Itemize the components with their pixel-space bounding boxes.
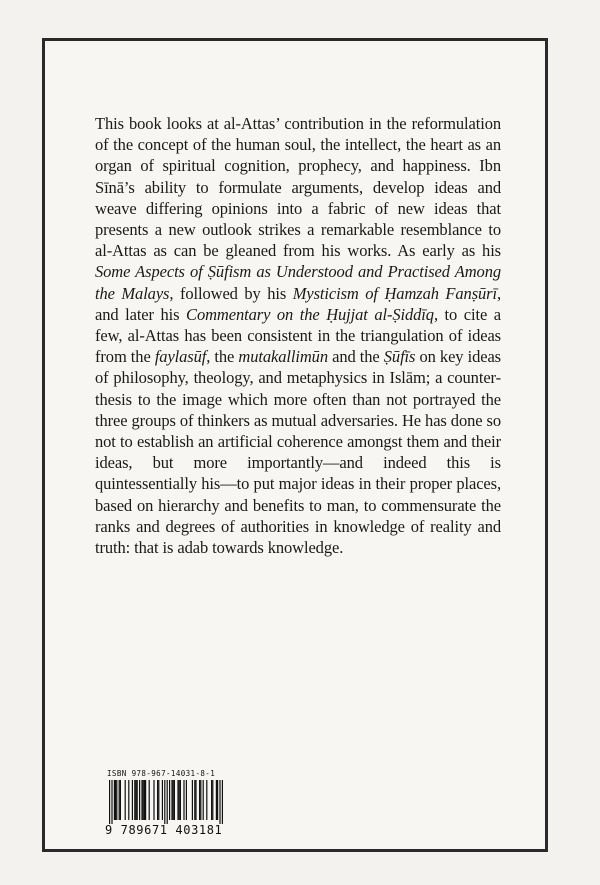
book-title-mysticism: Mysticism of Ḥamzah Fanṣūrī <box>292 283 497 303</box>
barcode-bar <box>115 780 116 820</box>
barcode-bar <box>162 780 163 820</box>
barcode-bar <box>199 780 200 820</box>
barcode-bar <box>194 780 195 820</box>
barcode-bar <box>219 780 220 824</box>
barcode-bar <box>143 780 144 820</box>
blurb-text: , and later his <box>95 283 502 324</box>
barcode-bar <box>192 780 193 820</box>
barcode-bar <box>164 780 165 824</box>
blurb-text: , followed by his <box>169 283 293 303</box>
back-cover-blurb <box>95 113 501 558</box>
barcode-bar <box>137 780 138 820</box>
barcode-bar <box>125 780 126 820</box>
barcode-bar <box>153 780 154 820</box>
book-title-some-aspects: Some Aspects of Ṣūfism as Understood and Practised Among the Malays <box>95 262 501 303</box>
barcode-bar <box>128 780 129 820</box>
isbn-barcode <box>105 769 233 837</box>
barcode-bar <box>180 780 181 820</box>
barcode-bar <box>212 780 213 820</box>
isbn-label: ISBN 978-967-14031-8-1 <box>107 769 216 778</box>
blurb-text: This book looks at al-Attas’ contribution in the reformulation of the concept of the human soul, the intellect, the heart as an organ of spiritual cognition, prophecy, and happiness. Ibn Sīnā’s ability to formulate arguments, develop ideas and weave differing opinions into a fabric of new ideas that presents a new outlook strikes a remarkable resemblance to al-Attas as can be gleaned from his works. As early as his <box>95 114 501 261</box>
barcode-bar <box>177 780 178 820</box>
book-title-commentary: Commentary on the Ḥujjat al-Ṣiddīq <box>186 304 434 324</box>
barcode-bar <box>200 780 201 820</box>
barcode-bar <box>203 780 204 820</box>
term-sufis: Ṣūfīs <box>383 347 416 367</box>
barcode-bar <box>173 780 174 820</box>
barcode-bar <box>157 780 158 820</box>
term-faylasuf: faylasūf <box>154 347 207 367</box>
blurb-text: , to cite a few, al-Attas has been consistent in the triangulation of ideas from the <box>95 304 501 367</box>
barcode-bar <box>111 780 112 824</box>
barcode-bar <box>179 780 180 820</box>
barcode-bar <box>135 780 136 820</box>
barcode-bar <box>134 780 135 820</box>
barcode-bar <box>222 780 223 824</box>
barcode-bar <box>206 780 207 820</box>
barcode-bar <box>171 780 172 820</box>
barcode-bar <box>149 780 150 820</box>
barcode-bar <box>183 780 184 820</box>
barcode-bar <box>211 780 212 820</box>
barcode-bar <box>144 780 145 820</box>
barcode-bar <box>216 780 217 820</box>
barcode-bar <box>195 780 196 820</box>
blurb-text: on key ideas of philosophy, theology, and metaphysics in Islām; a counter-thesis to the image which more often than not portrayed the three groups of thinkers as mutual adversaries. He has done so not to establish an artificial coherence amongst them and their ideas, but more importantly—and indeed this is quintessentially his—to put major ideas in their proper places, based on hierarchy and benefits to man, to commensurate the ranks and degrees of authorities in knowledge of reality and truth: that is adab towards knowledge. <box>95 347 501 558</box>
barcode-bar <box>116 780 117 820</box>
barcode-digits: 9 789671 403181 <box>105 823 223 837</box>
barcode-bar <box>145 780 146 820</box>
blurb-text: and the <box>327 347 384 367</box>
barcode-bar <box>114 780 115 820</box>
barcode-bar <box>120 780 121 820</box>
barcode-bar <box>169 780 170 820</box>
barcode-bar <box>158 780 159 820</box>
barcode-bar <box>139 780 140 820</box>
blurb-text: , the <box>206 347 239 367</box>
barcode-bar <box>132 780 133 820</box>
barcode-bar <box>141 780 142 820</box>
barcode-bars <box>105 780 227 824</box>
barcode-bar <box>167 780 168 824</box>
term-mutakallimun: mutakallimūn <box>238 347 328 367</box>
back-cover-frame <box>42 38 548 852</box>
barcode-bar <box>109 780 110 824</box>
barcode-bar <box>119 780 120 820</box>
barcode-bar <box>186 780 187 820</box>
barcode-bar <box>217 780 218 820</box>
barcode-bar <box>174 780 175 820</box>
